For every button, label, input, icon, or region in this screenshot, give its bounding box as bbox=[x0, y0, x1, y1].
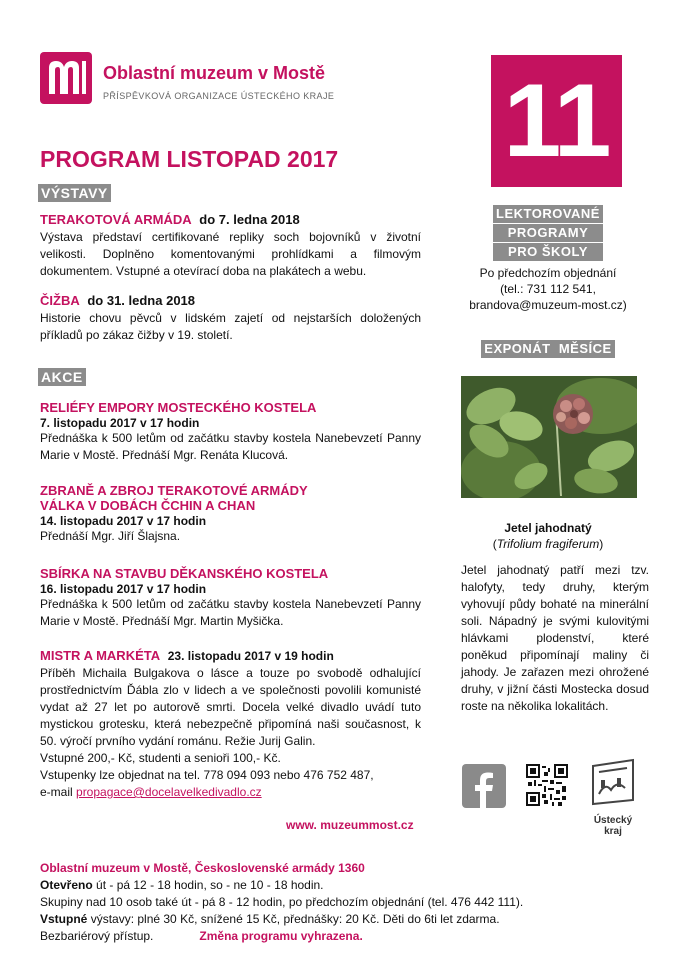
event-item bbox=[40, 566, 421, 630]
facebook-icon-svg bbox=[462, 764, 506, 808]
schools-info-line: brandova@muzeum-most.cz) bbox=[469, 298, 627, 312]
schools-heading-line: PROGRAMY bbox=[493, 224, 603, 242]
exhibit-caption bbox=[438, 520, 658, 552]
change-notice: Změna programu vyhrazena. bbox=[199, 929, 363, 943]
fees-label: Vstupné bbox=[40, 912, 88, 926]
museum-name: Oblastní muzeum v Mostě bbox=[103, 63, 326, 83]
exhibit-photo bbox=[461, 376, 637, 498]
exhibit-heading-wrap bbox=[438, 340, 658, 358]
month-badge bbox=[491, 55, 622, 187]
exhibit-name: Jetel jahodnatý bbox=[504, 521, 592, 535]
event-item bbox=[40, 483, 421, 545]
museum-subtitle: PŘÍSPĚVKOVÁ ORGANIZACE ÚSTECKÉHO KRAJE bbox=[103, 91, 335, 101]
exhibition-name: TERAKOTOVÁ ARMÁDA bbox=[40, 212, 192, 227]
open-text: út - pá 12 - 18 hodin, so - ne 10 - 18 hodin. bbox=[96, 878, 324, 892]
event-tickets: Vstupenky lze objednat na tel. 778 094 093 nebo 476 752 487, bbox=[40, 768, 374, 782]
exhibitions-heading: VÝSTAVY bbox=[38, 184, 111, 202]
event-price: Vstupné 200,- Kč, studenti a senioři 100,- Kč. bbox=[40, 751, 281, 765]
event-title: ZBRANĚ A ZBROJ TERAKOTOVÉ ARMÁDY bbox=[40, 483, 308, 498]
barrier-text: Bezbariérový přístup. bbox=[40, 929, 154, 943]
event-title: SBÍRKA NA STAVBU DĚKANSKÉHO KOSTELA bbox=[40, 566, 329, 581]
event-item bbox=[40, 648, 421, 801]
groups-text: Skupiny nad 10 osob také út - pá 8 - 12 hodin, po předchozím objednání (tel. 476 442 111). bbox=[40, 895, 524, 909]
event-title: MISTR A MARKÉTA bbox=[40, 648, 161, 663]
exhibit-heading: EXPONÁT MĚSÍCE bbox=[481, 340, 614, 358]
open-label: Otevřeno bbox=[40, 878, 93, 892]
exhibition-item bbox=[40, 293, 421, 344]
clover-photo bbox=[461, 376, 637, 498]
exhibition-text: Historie chovu pěvců v lidském zajetí od nejstarších doložených příkladů po zákaz čižby v 19. století. bbox=[40, 311, 421, 342]
exhibition-text: Výstava představí certifikované repliky soch bojovníků v životní velikosti. Doplněno komentovanými prohlídkami a filmovým dokumentem. Vstupné a otevírací doba na plakátech a webu. bbox=[40, 230, 421, 278]
museum-logo bbox=[40, 52, 92, 104]
schools-info-line: Po předchozím objednání bbox=[479, 266, 617, 280]
facebook-icon[interactable] bbox=[462, 764, 506, 808]
event-date: 7. listopadu 2017 v 17 hodin bbox=[40, 416, 200, 430]
email-label: e-mail bbox=[40, 785, 73, 799]
paren-open: ( bbox=[492, 537, 497, 551]
event-date: 14. listopadu 2017 v 17 hodin bbox=[40, 514, 207, 528]
event-title: RELIÉFY EMPORY MOSTECKÉHO KOSTELA bbox=[40, 400, 317, 415]
exhibit-latin: Trifolium fragiferum bbox=[496, 537, 600, 551]
page-title: PROGRAM LISTOPAD 2017 bbox=[40, 146, 339, 172]
schools-info bbox=[438, 265, 658, 313]
paren-close: ) bbox=[599, 537, 604, 551]
qr-code-icon[interactable] bbox=[526, 764, 568, 806]
schools-info-line: (tel.: 731 112 541, bbox=[500, 282, 596, 296]
event-text: Přednáška k 500 letům od začátku stavby kostela Nanebevzetí Panny Marie v Mostě. Přednáší Mgr. Renáta Klucová. bbox=[40, 431, 421, 462]
exhibition-date: do 7. ledna 2018 bbox=[199, 212, 300, 227]
museum-logo-icon bbox=[40, 52, 92, 104]
ustecky-kraj-logo bbox=[587, 756, 639, 837]
month-number: 11 bbox=[503, 62, 610, 179]
exhibition-item bbox=[40, 212, 421, 280]
exhibition-date: do 31. ledna 2018 bbox=[87, 293, 196, 308]
exhibition-name: ČIŽBA bbox=[40, 293, 80, 308]
region-label: Ústecký kraj bbox=[593, 815, 633, 837]
exhibit-latin-line bbox=[438, 536, 658, 552]
event-subtitle: VÁLKA V DOBÁCH ČCHIN A CHAN bbox=[40, 498, 256, 513]
fees-text: výstavy: plné 30 Kč, snížené 15 Kč, přednášky: 20 Kč. Děti do 6ti let zdarma. bbox=[90, 912, 500, 926]
schools-heading-line: LEKTOROVANÉ bbox=[493, 205, 603, 223]
events-heading: AKCE bbox=[38, 368, 86, 386]
region-logo-svg bbox=[587, 756, 639, 808]
website-link[interactable]: www. muzeummost.cz bbox=[286, 818, 414, 832]
footer-address: Oblastní muzeum v Mostě, Československé armády 1360 bbox=[40, 861, 365, 875]
footer bbox=[40, 860, 640, 945]
event-text: Příběh Michaila Bulgakova o lásce a touze po svobodě odhalující prostřednictvím Ďábla zlo v lidech a ve společnosti povolili komunisté vydat až 27 let po autorově smrti. Docela velké divadlo uvádí tuto mystickou grotesku, která nebezpečně připomíná naši současnost, k 50. výročí prvního vydání románu. Režie Jurij Galin. bbox=[40, 666, 421, 748]
schools-heading-line: PRO ŠKOLY bbox=[493, 243, 603, 261]
event-text: Přednáška k 500 letům od začátku stavby kostela Nanebevzetí Panny Marie v Mostě. Přednáší Mgr. Martin Myšička. bbox=[40, 597, 421, 628]
event-date: 16. listopadu 2017 v 17 hodin bbox=[40, 582, 207, 596]
event-text: Přednáší Mgr. Jiří Šlajsna. bbox=[40, 529, 181, 543]
qr-code-svg bbox=[526, 764, 568, 806]
event-date: 23. listopadu 2017 v 19 hodin bbox=[167, 649, 334, 663]
exhibit-text: Jetel jahodnatý patří mezi tzv. halofyty, tedy druhy, kterým vyhovují půdy bohaté na minerální soli. Nápadný je svými kulovitými hlávkami plodenství, které poněkud připomínají maliny či jahody. Je zařazen mezi ohrožené druhy, v jižní části Mostecka dosud roste na několika lokalitách. bbox=[461, 563, 649, 713]
event-item bbox=[40, 400, 421, 464]
schools-box bbox=[438, 205, 658, 313]
theatre-email-link[interactable]: propagace@docelavelkedivadlo.cz bbox=[76, 785, 262, 799]
